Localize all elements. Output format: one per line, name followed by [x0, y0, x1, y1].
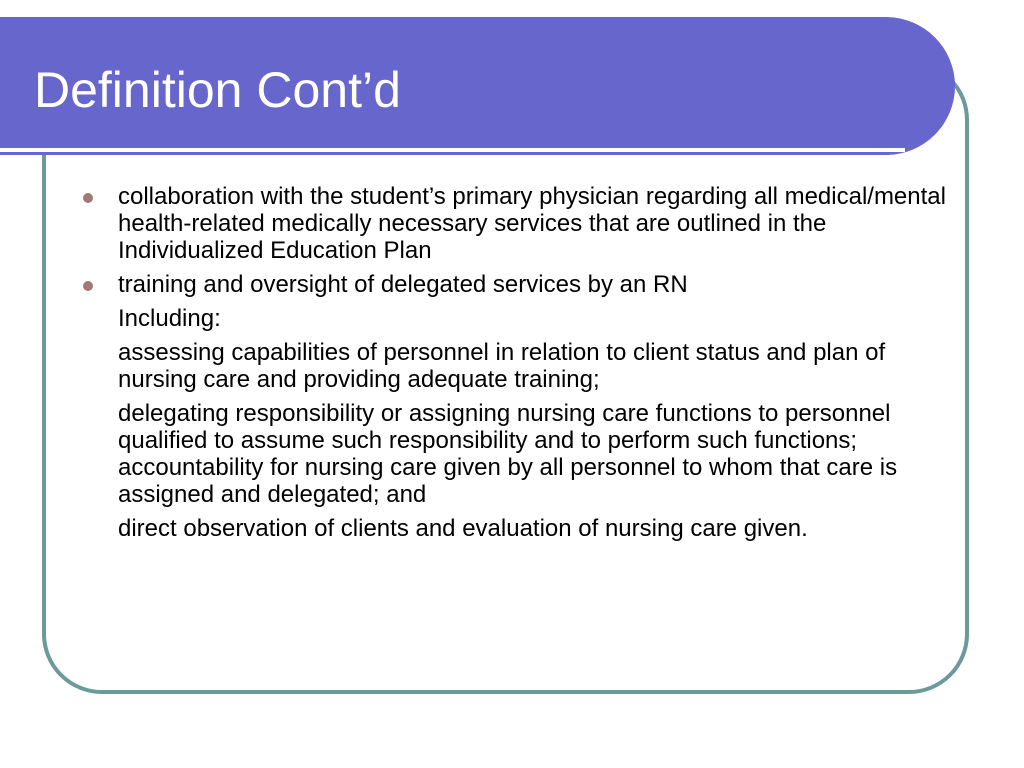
subparagraph-text: Including: [118, 305, 221, 332]
subparagraph-text: assessing capabilities of personnel in relation to client status and plan of nursing care and providing adequate training; [118, 339, 886, 393]
bullet-text: training and oversight of delegated services by an RN [118, 271, 688, 298]
bullet-item [118, 271, 948, 298]
bullet-icon [83, 193, 93, 203]
bullet-item [118, 183, 948, 264]
subparagraph [118, 400, 948, 508]
subparagraph-text: delegating responsibility or assigning nursing care functions to personnel qualified to assume such responsibility and to perform such functions; accountability for nursing care given by all personnel to whom that care is assigned and delegated; and [118, 400, 898, 508]
slide-title: Definition Cont’d [34, 62, 401, 118]
slide-body [118, 183, 948, 549]
subparagraph [118, 305, 948, 332]
title-underline [0, 148, 905, 152]
bullet-icon [83, 281, 93, 291]
subparagraph [118, 339, 948, 393]
bullet-text: collaboration with the student’s primary physician regarding all medical/mental health-related medically necessary services that are outlined in the Individualized Education Plan [118, 183, 946, 264]
subparagraph-text: direct observation of clients and evaluation of nursing care given. [118, 515, 808, 542]
subparagraph [118, 515, 948, 542]
title-bar [0, 17, 955, 155]
